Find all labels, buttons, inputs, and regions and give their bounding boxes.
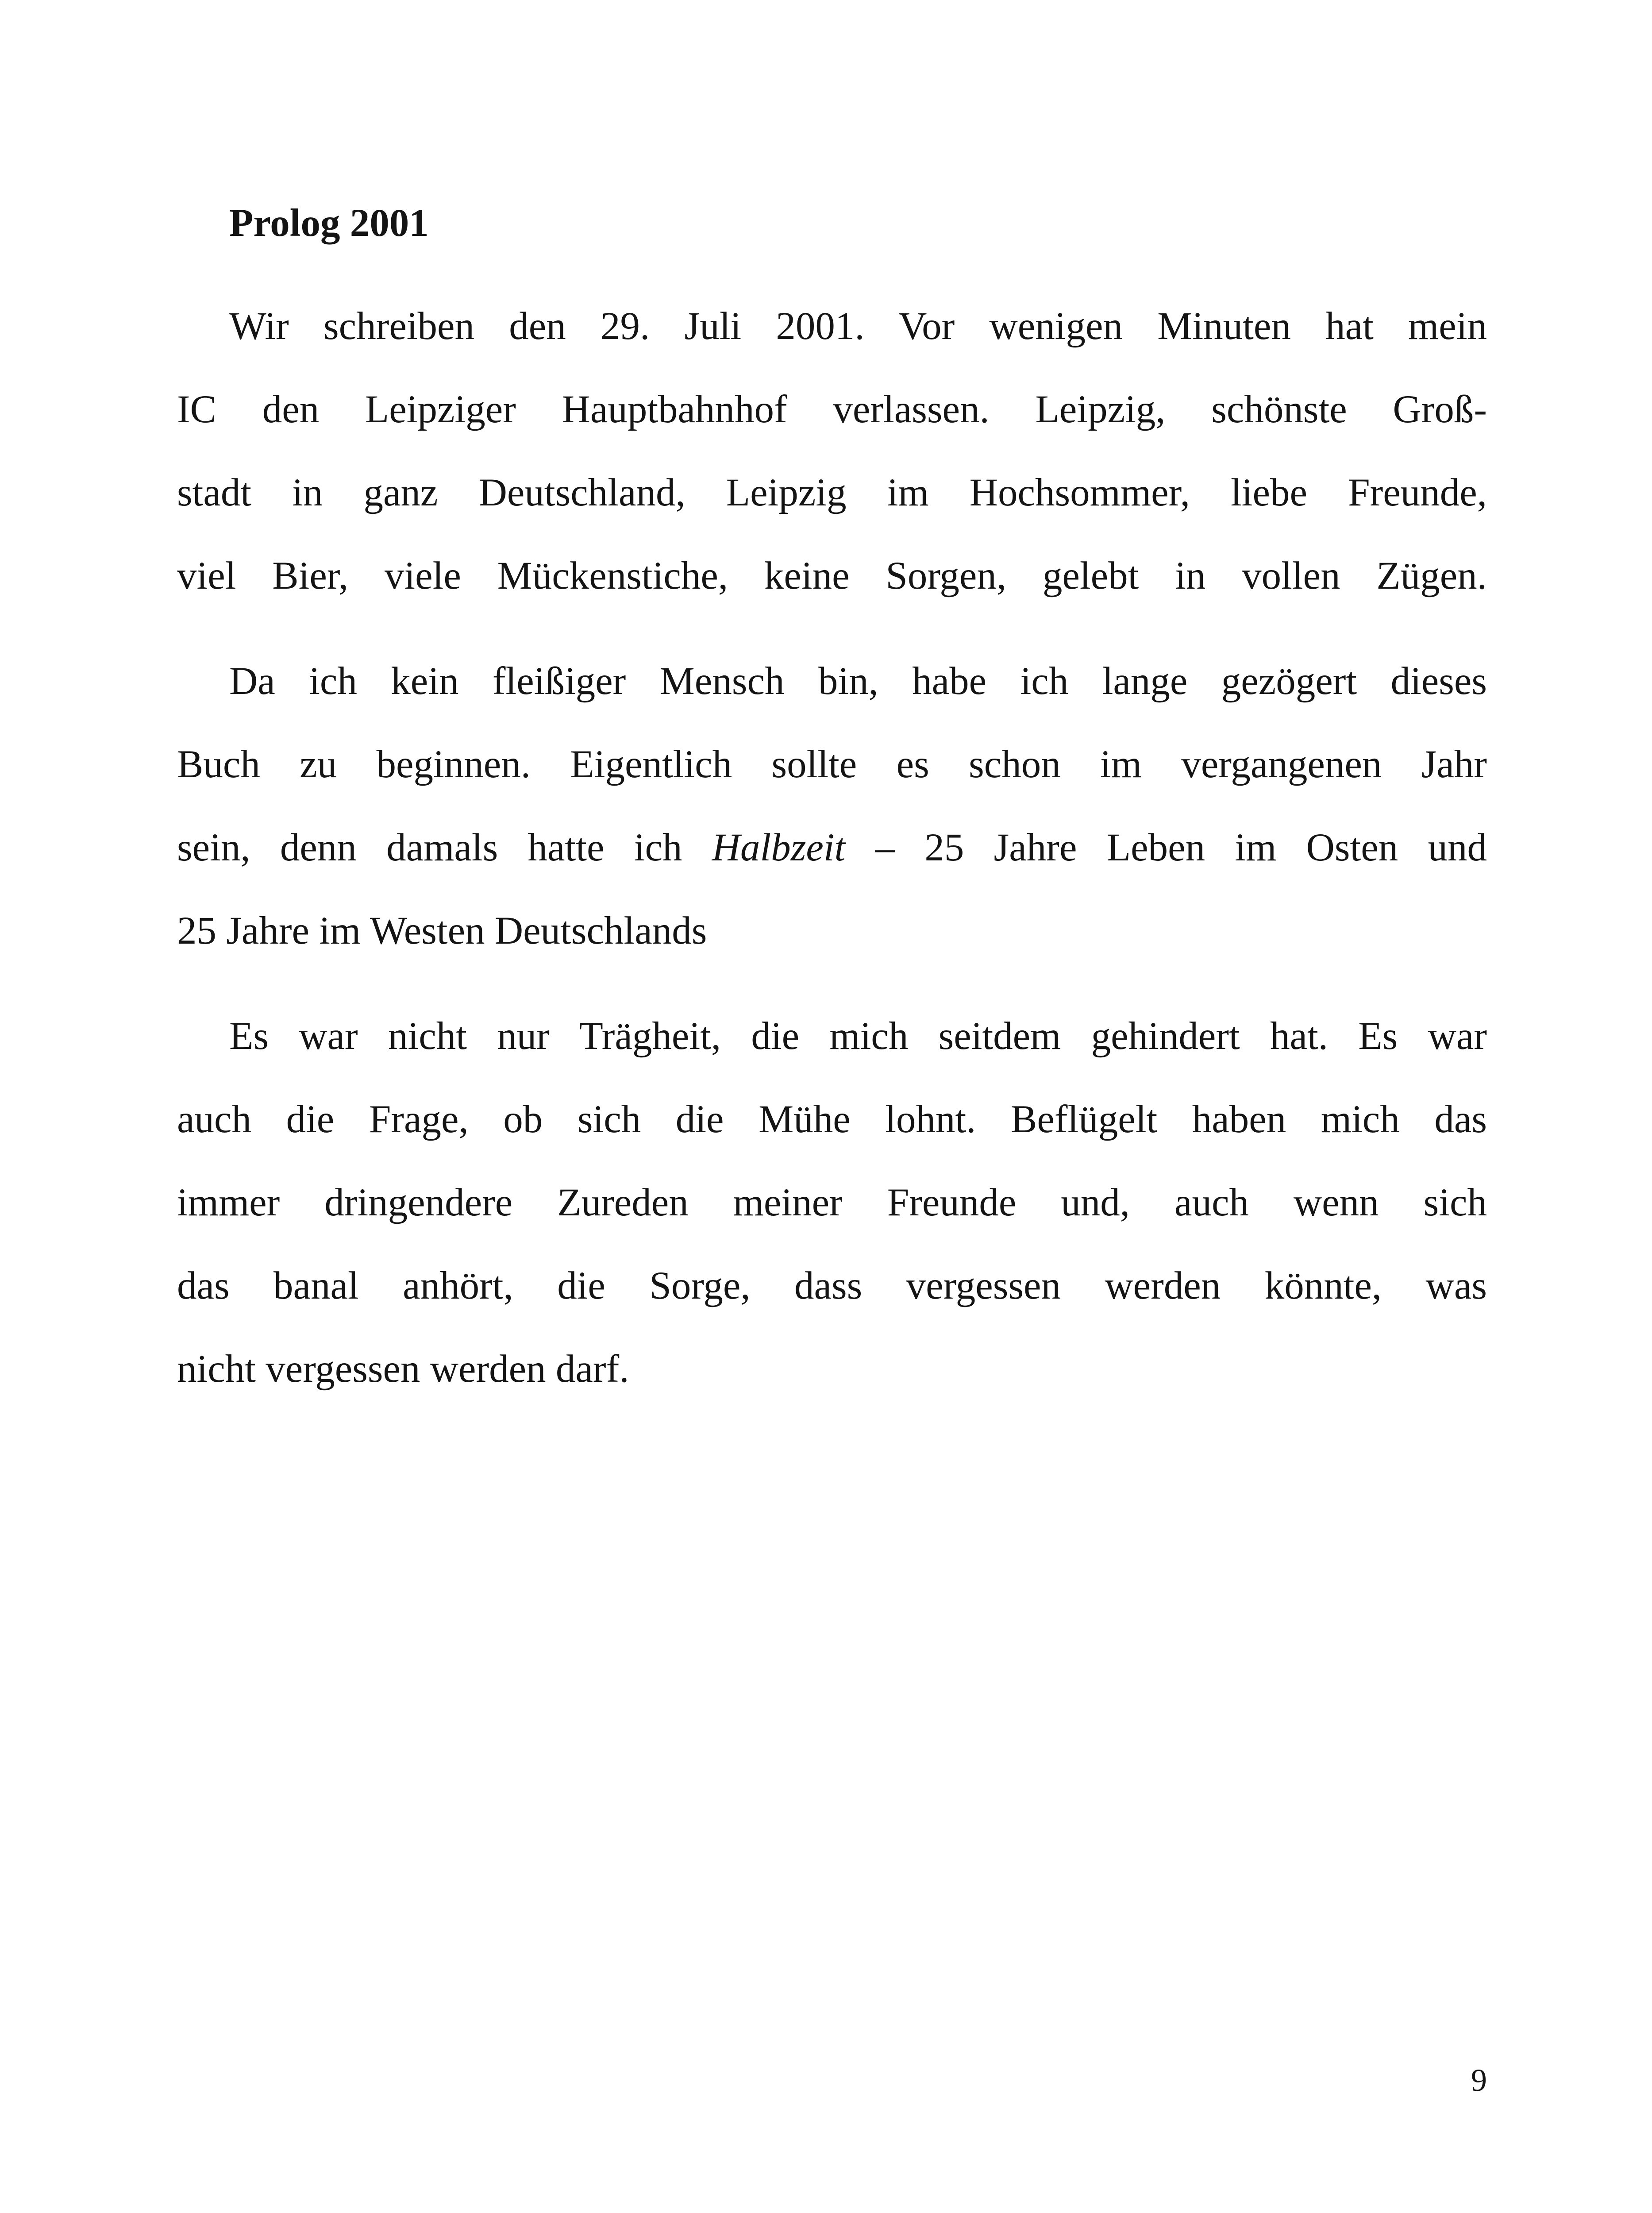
paragraph-line: Da ich kein fleißiger Mensch bin, habe ich lange gezögert dieses bbox=[229, 659, 1487, 703]
paragraph-1 bbox=[177, 285, 1487, 617]
paragraph-2 bbox=[177, 640, 1487, 972]
line-text: sein, denn damals hatte ich bbox=[177, 826, 712, 869]
paragraph-line-with-title bbox=[177, 806, 1487, 889]
paragraph-line: Buch zu beginnen. Eigentlich sollte es schon im vergangenen Jahr bbox=[177, 743, 1487, 786]
paragraph-line: Es war nicht nur Trägheit, die mich seitdem gehindert hat. Es war bbox=[229, 1014, 1487, 1058]
paragraph-line: nicht vergessen werden darf. bbox=[177, 1347, 629, 1391]
paragraph-line: IC den Leipziger Hauptbahnhof verlassen. Leipzig, schönste Groß- bbox=[177, 388, 1487, 431]
paragraph-3 bbox=[177, 995, 1487, 1411]
paragraph-line: auch die Frage, ob sich die Mühe lohnt. Beflügelt haben mich das bbox=[177, 1098, 1487, 1141]
book-title: Halbzeit bbox=[712, 826, 846, 869]
text-block bbox=[177, 181, 1487, 1433]
page-number: 9 bbox=[1471, 2063, 1487, 2098]
paragraph-line: 25 Jahre im Westen Deutschlands bbox=[177, 909, 707, 952]
paragraph-line: das banal anhört, die Sorge, dass vergessen werden könnte, was bbox=[177, 1264, 1487, 1307]
paragraph-line: Wir schreiben den 29. Juli 2001. Vor wenigen Minuten hat mein bbox=[229, 305, 1487, 348]
chapter-heading: Prolog 2001 bbox=[229, 201, 429, 245]
paragraph-line: immer dringendere Zureden meiner Freunde und, auch wenn sich bbox=[177, 1181, 1487, 1224]
paragraph-line: stadt in ganz Deutschland, Leipzig im Hochsommer, liebe Freunde, bbox=[177, 471, 1487, 514]
line-text: – 25 Jahre Leben im Osten und bbox=[845, 826, 1487, 869]
paragraph-line: viel Bier, viele Mückenstiche, keine Sorgen, gelebt in vollen Zügen. bbox=[177, 554, 1487, 598]
